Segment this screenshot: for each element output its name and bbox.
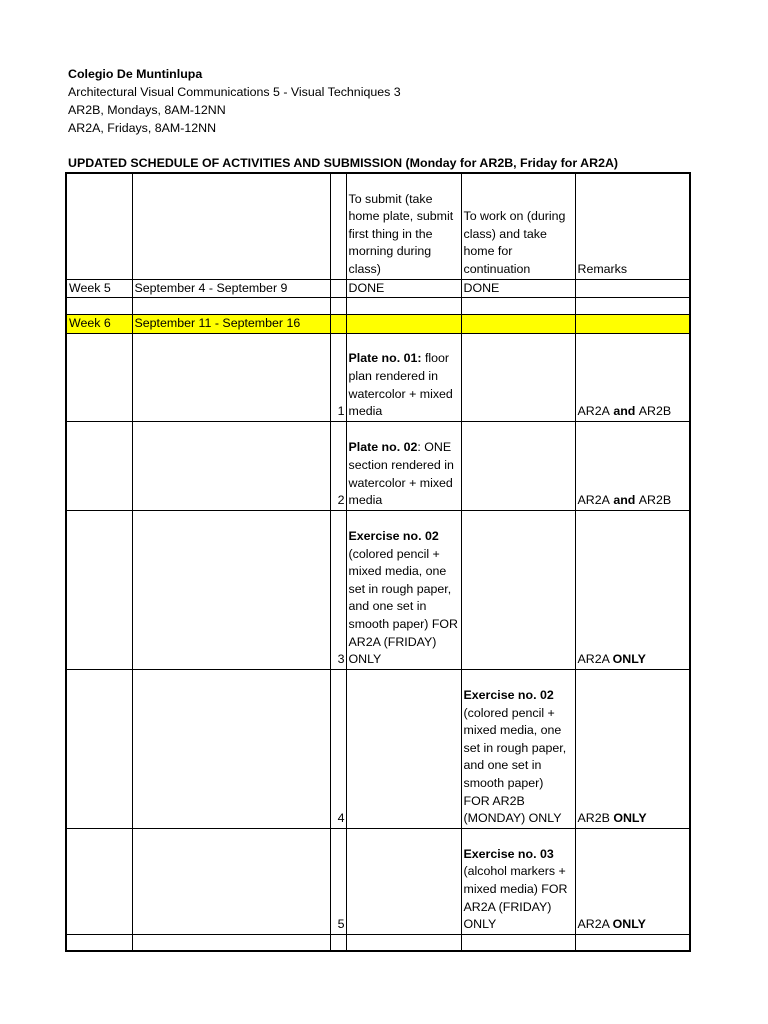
remark-cell bbox=[575, 828, 690, 934]
table-row bbox=[66, 510, 690, 669]
submit-description: : ONE section rendered in watercolor + mixed media bbox=[348, 440, 454, 508]
table-title: UPDATED SCHEDULE OF ACTIVITIES AND SUBMISSION (Monday for AR2B, Friday for AR2A) bbox=[68, 156, 619, 170]
item-number: 2 bbox=[330, 421, 346, 510]
week5-row bbox=[66, 279, 690, 298]
remark-text: AR2A bbox=[577, 404, 610, 419]
week5-label: Week 5 bbox=[66, 279, 132, 298]
empty-cell bbox=[330, 934, 346, 951]
remark-cell bbox=[575, 421, 690, 510]
submit-description: floor plan rendered in watercolor + mixed media bbox=[348, 351, 453, 419]
remark-text: AR2A bbox=[577, 917, 613, 932]
week5-submit-status: DONE bbox=[346, 279, 461, 298]
table-row bbox=[66, 669, 690, 828]
spacer-row bbox=[66, 934, 690, 951]
empty-cell bbox=[132, 828, 330, 934]
empty-cell bbox=[461, 421, 575, 510]
empty-cell bbox=[66, 828, 132, 934]
remark-cell bbox=[575, 510, 690, 669]
week5-dates: September 4 - September 9 bbox=[132, 279, 330, 298]
header-row bbox=[66, 173, 690, 279]
school-name: Colegio De Muntinlupa bbox=[68, 67, 203, 81]
week-header-cell bbox=[66, 173, 132, 279]
empty-cell bbox=[461, 333, 575, 421]
to-work-on-header: To work on (during class) and take home for continuation bbox=[461, 173, 575, 279]
empty-cell bbox=[132, 333, 330, 421]
empty-cell bbox=[461, 298, 575, 315]
empty-cell bbox=[575, 934, 690, 951]
submit-title: Exercise no. 02 bbox=[348, 528, 439, 543]
empty-cell bbox=[132, 669, 330, 828]
empty-cell bbox=[330, 298, 346, 315]
week6-row bbox=[66, 315, 690, 334]
table-row bbox=[66, 333, 690, 421]
empty-cell bbox=[330, 279, 346, 298]
empty-cell bbox=[66, 934, 132, 951]
spacer-row bbox=[66, 298, 690, 315]
section-ar2a-schedule: AR2A, Fridays, 8AM-12NN bbox=[68, 121, 217, 135]
empty-cell bbox=[346, 669, 461, 828]
week6-label: Week 6 bbox=[66, 315, 132, 334]
work-title: Exercise no. 03 bbox=[463, 846, 554, 861]
submit-cell bbox=[346, 333, 461, 421]
submit-description: (colored pencil + mixed media, one set in rough paper, and one set in smooth paper) FOR AR2A (FRIDAY) ONLY bbox=[348, 546, 458, 667]
empty-cell bbox=[461, 510, 575, 669]
to-submit-header: To submit (take home plate, submit first thing in the morning during class) bbox=[346, 173, 461, 279]
empty-cell bbox=[132, 421, 330, 510]
empty-cell bbox=[330, 315, 346, 334]
item-number: 4 bbox=[330, 669, 346, 828]
empty-cell bbox=[575, 298, 690, 315]
course-title: Architectural Visual Communications 5 - Visual Techniques 3 bbox=[68, 85, 401, 99]
submit-cell bbox=[346, 510, 461, 669]
item-number: 1 bbox=[330, 333, 346, 421]
remark-cell bbox=[575, 669, 690, 828]
empty-cell bbox=[132, 298, 330, 315]
remark-text: AR2A bbox=[577, 652, 613, 667]
week5-work-status: DONE bbox=[461, 279, 575, 298]
item-number: 5 bbox=[330, 828, 346, 934]
item-number: 3 bbox=[330, 510, 346, 669]
remark-text: AR2B bbox=[577, 811, 614, 826]
remark-text: AR2A bbox=[577, 493, 610, 508]
remark-cell bbox=[575, 333, 690, 421]
week6-dates: September 11 - September 16 bbox=[132, 315, 330, 334]
empty-cell bbox=[66, 333, 132, 421]
empty-cell bbox=[346, 934, 461, 951]
table-row bbox=[66, 828, 690, 934]
remark-text-end: AR2B bbox=[638, 493, 672, 508]
empty-cell bbox=[66, 298, 132, 315]
remark-emphasis: ONLY bbox=[612, 652, 646, 667]
empty-cell bbox=[461, 315, 575, 334]
empty-cell bbox=[66, 421, 132, 510]
empty-cell bbox=[66, 669, 132, 828]
submit-title: Plate no. 01: bbox=[348, 351, 422, 366]
empty-cell bbox=[461, 934, 575, 951]
empty-cell bbox=[132, 934, 330, 951]
remark-emphasis: ONLY bbox=[613, 811, 647, 826]
remarks-header: Remarks bbox=[575, 173, 690, 279]
submit-title: Plate no. 02 bbox=[348, 440, 418, 455]
remark-emphasis: and bbox=[609, 404, 639, 419]
work-description: (colored pencil + mixed media, one set in rough paper, and one set in smooth paper) FOR AR2B (MONDAY) ONLY bbox=[463, 705, 567, 826]
work-title: Exercise no. 02 bbox=[463, 687, 554, 702]
empty-cell bbox=[575, 279, 690, 298]
work-description: (alcohol markers + mixed media) FOR AR2A (FRIDAY) ONLY bbox=[463, 864, 568, 932]
remark-emphasis: ONLY bbox=[612, 917, 646, 932]
empty-cell bbox=[575, 315, 690, 334]
remark-emphasis: and bbox=[609, 493, 639, 508]
section-ar2b-schedule: AR2B, Mondays, 8AM-12NN bbox=[68, 103, 226, 117]
remark-text-end: AR2B bbox=[638, 404, 672, 419]
empty-cell bbox=[346, 315, 461, 334]
work-cell bbox=[461, 669, 575, 828]
schedule-table bbox=[65, 172, 691, 952]
table-row bbox=[66, 421, 690, 510]
number-header-cell bbox=[330, 173, 346, 279]
empty-cell bbox=[66, 510, 132, 669]
submit-cell bbox=[346, 421, 461, 510]
empty-cell bbox=[346, 828, 461, 934]
empty-cell bbox=[132, 510, 330, 669]
dates-header-cell bbox=[132, 173, 330, 279]
work-cell bbox=[461, 828, 575, 934]
empty-cell bbox=[346, 298, 461, 315]
